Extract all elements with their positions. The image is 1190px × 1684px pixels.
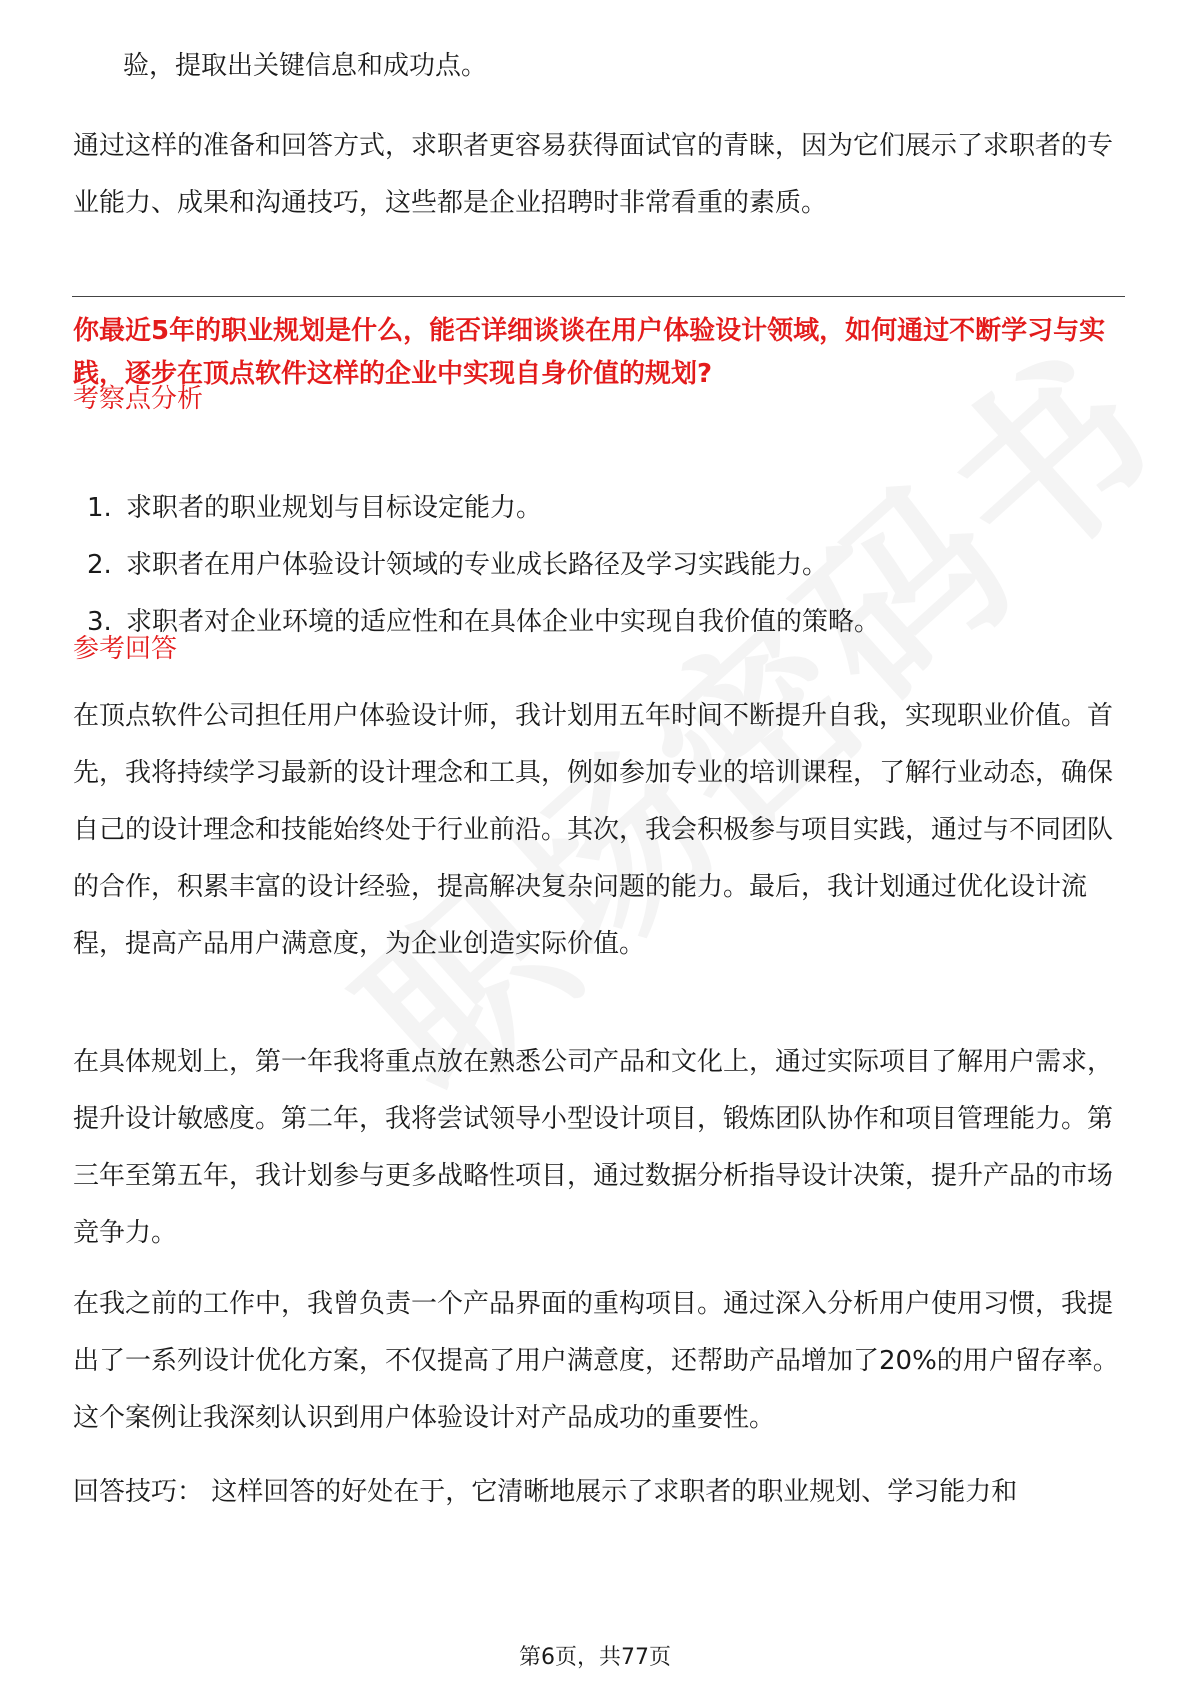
summary-paragraph: 通过这样的准备和回答方式，求职者更容易获得面试官的青睐，因为它们展示了求职者的专业能力、成果和沟通技巧，这些都是企业招聘时非常看重的素质。 <box>73 131 1114 218</box>
list-item <box>73 537 1123 594</box>
list-item <box>73 480 1123 537</box>
list-item-number: 3. <box>87 607 112 637</box>
answer-paragraph: 在我之前的工作中，我曾负责一个产品界面的重构项目。通过深入分析用户使用习惯，我提出了一系列设计优化方案，不仅提高了用户满意度，还帮助产品增加了20%的用户留存率。这个案例让我深刻认识到用户体验设计对产品成功的重要性。 <box>73 1289 1119 1433</box>
analysis-list <box>73 480 1123 651</box>
section-divider <box>72 296 1125 297</box>
intro-tail-text: 验，提取出关键信息和成功点。 <box>123 51 488 81</box>
question-heading: 你最近5年的职业规划是什么，能否详细谈谈在用户体验设计领域，如何通过不断学习与实践，逐步在顶点软件这样的企业中实现自身价值的规划? <box>73 316 1106 389</box>
list-item-text: 求职者的职业规划与目标设定能力。 <box>126 493 543 523</box>
analysis-title: 考察点分析 <box>73 384 204 414</box>
answer-paragraph: 在具体规划上，第一年我将重点放在熟悉公司产品和文化上，通过实际项目了解用户需求，提升设计敏感度。第二年，我将尝试领导小型设计项目，锻炼团队协作和项目管理能力。第三年至第五年，我计划参与更多战略性项目，通过数据分析指导设计决策，提升产品的市场竞争力。 <box>73 1047 1114 1248</box>
list-item-text: 求职者在用户体验设计领域的专业成长路径及学习实践能力。 <box>126 550 829 580</box>
page-number-footer: 第6页，共77页 <box>519 1645 671 1670</box>
answer-tip-paragraph: 回答技巧： 这样回答的好处在于，它清晰地展示了求职者的职业规划、学习能力和 <box>73 1477 1018 1507</box>
list-item-number: 2. <box>87 550 112 580</box>
list-item-text: 求职者对企业环境的适应性和在具体企业中实现自我价值的策略。 <box>126 607 881 637</box>
list-item <box>73 594 1123 651</box>
answer-title: 参考回答 <box>73 634 178 664</box>
list-item-number: 1. <box>87 493 112 523</box>
answer-paragraph: 在顶点软件公司担任用户体验设计师，我计划用五年时间不断提升自我，实现职业价值。首先，我将持续学习最新的设计理念和工具，例如参加专业的培训课程，了解行业动态，确保自己的设计理念和技能始终处于行业前沿。其次，我会积极参与项目实践，通过与不同团队的合作，积累丰富的设计经验，提高解决复杂问题的能力。最后，我计划通过优化设计流程，提高产品用户满意度，为企业创造实际价值。 <box>73 701 1114 959</box>
